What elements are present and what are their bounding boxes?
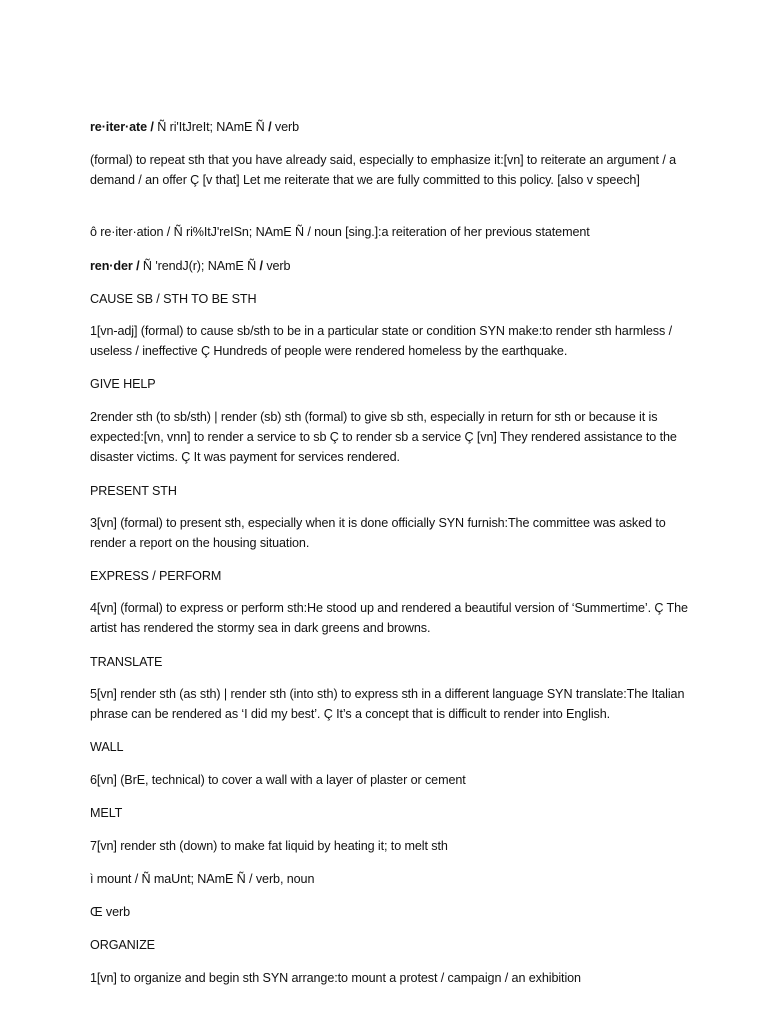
headword: ren·der xyxy=(90,259,133,273)
headword-render xyxy=(90,256,690,276)
slash: / xyxy=(259,259,263,273)
sense-heading: CAUSE SB / STH TO BE STH xyxy=(90,292,257,306)
headword: re·iter·ate xyxy=(90,120,147,134)
slash: / xyxy=(268,120,272,134)
pos-heading: Œ verb xyxy=(90,905,130,919)
headword-reiterate xyxy=(90,117,690,137)
sense-heading: PRESENT STH xyxy=(90,484,177,498)
slash: / xyxy=(150,120,154,134)
sense-definition: 4[vn] (formal) to express or perform sth:He stood up and rendered a beautiful version of ‘Summertime’. Ç The artist has rendered the stormy sea in dark greens and browns. xyxy=(90,601,688,635)
sense-definition: 6[vn] (BrE, technical) to cover a wall with a layer of plaster or cement xyxy=(90,773,466,787)
pronunciation: Ñ ri'ItJreIt; NAmE Ñ xyxy=(157,120,265,134)
sense-heading: EXPRESS / PERFORM xyxy=(90,569,222,583)
sense-definition: 1[vn] to organize and begin sth SYN arrange:to mount a protest / campaign / an exhibition xyxy=(90,971,581,985)
sense-definition: 7[vn] render sth (down) to make fat liquid by heating it; to melt sth xyxy=(90,839,448,853)
sense-heading: TRANSLATE xyxy=(90,655,163,669)
pronunciation: Ñ 'rendJ(r); NAmE Ñ xyxy=(142,259,257,273)
sense-definition: 2render sth (to sb/sth) | render (sb) sth (formal) to give sb sth, especially in return for sth or because it is expected:[vn, vnn] to render a service to sb Ç to render sb a service Ç [vn] They rendered assistance to the disaster victims. Ç It was payment for services rendered. xyxy=(90,410,677,464)
slash: / xyxy=(136,259,140,273)
sense-heading: WALL xyxy=(90,740,124,754)
sense-definition: 3[vn] (formal) to present sth, especially when it is done officially SYN furnish:The committee was asked to render a report on the housing situation. xyxy=(90,516,666,550)
part-of-speech: verb xyxy=(274,120,300,134)
part-of-speech: verb xyxy=(266,259,291,273)
sense-heading: MELT xyxy=(90,806,123,820)
sense-definition: 1[vn-adj] (formal) to cause sb/sth to be in a particular state or condition SYN make:to render sth harmless / useless / ineffective Ç Hundreds of people were rendered homeless by the earthquake. xyxy=(90,324,672,358)
sense-definition: 5[vn] render sth (as sth) | render sth (into sth) to express sth in a different language SYN translate:The Italian phrase can be rendered as ‘I did my best’. Ç It’s a concept that is difficult to render into English. xyxy=(90,687,685,721)
definition-reiterate: (formal) to repeat sth that you have already said, especially to emphasize it:[vn] to reiterate an argument / a demand / an offer Ç [v that] Let me reiterate that we are fully committed to this policy. [also v speech] xyxy=(90,153,677,187)
headword-mount: ì mount / Ñ maUnt; NAmE Ñ / verb, noun xyxy=(90,872,315,886)
sense-heading: GIVE HELP xyxy=(90,377,156,391)
sense-heading: ORGANIZE xyxy=(90,938,155,952)
derivative-reiteration: ô re·iter·ation / Ñ ri%ItJ'reISn; NAmE Ñ / noun [sing.]:a reiteration of her previous statement xyxy=(90,225,590,239)
